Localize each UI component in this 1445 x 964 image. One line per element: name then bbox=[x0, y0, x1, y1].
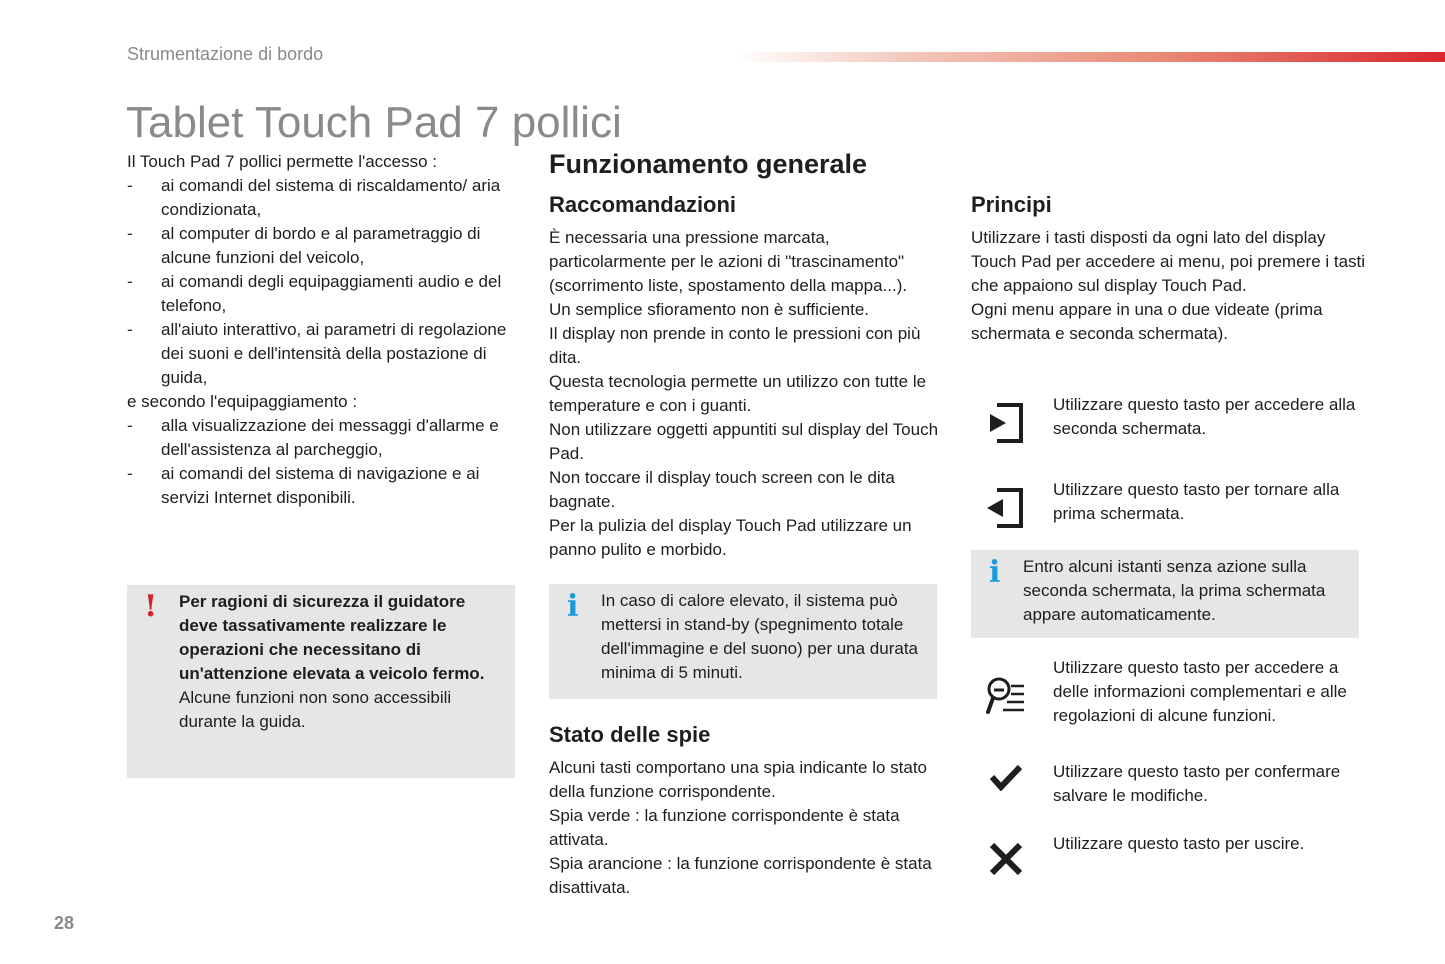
warning-text: Alcune funzioni non sono accessibili durante la guida. bbox=[179, 688, 452, 731]
header-accent-bar bbox=[735, 52, 1445, 62]
next-screen-description: Utilizzare questo tasto per accedere alla seconda schermata. bbox=[1053, 395, 1356, 438]
warning-box bbox=[127, 585, 515, 778]
intro-column bbox=[127, 150, 527, 510]
section-heading: Funzionamento generale bbox=[549, 149, 868, 179]
check-icon bbox=[989, 763, 1023, 791]
spie-text: Alcuni tasti comportano una spia indicante lo stato della funzione corrispondente. Spia verde : la funzione corrispondente è stata attivata. Spia arancione : la funzione corrispondente è stata disattivata. bbox=[549, 758, 932, 897]
recommendations-text: È necessaria una pressione marcata, particolarmente per le azioni di "trascinamento" (scorrimento liste, spostamento della mappa...). Un semplice sfioramento non è sufficiente. Il display non prende in conto le pressioni con più dita. Questa tecnologia permette un utilizzo con tutte le temperature e con i guanti. Non utilizzare oggetti appuntiti sul display del Touch Pad. Non toccare il display touch screen con le dita bagnate. Per la pulizia del display Touch Pad utilizzare un panno pulito e morbido. bbox=[549, 228, 939, 559]
info-box-heat bbox=[549, 584, 937, 699]
info-settings-description: Utilizzare questo tasto per accedere a delle informazioni complementari e alle regolazioni di alcune funzioni. bbox=[1053, 658, 1347, 725]
list-item: - al computer di bordo e al parametraggio di alcune funzioni del veicolo, bbox=[127, 224, 481, 267]
info-text: Entro alcuni istanti senza azione sulla seconda schermata, la prima schermata appare automaticamente. bbox=[1023, 557, 1326, 624]
list-item: - alla visualizzazione dei messaggi d'allarme e dell'assistenza al parcheggio, bbox=[127, 416, 499, 459]
list-item: - ai comandi degli equipaggiamenti audio e del telefono, bbox=[127, 272, 502, 315]
warning-bold-text: Per ragioni di sicurezza il guidatore deve tassativamente realizzare le operazioni che necessitano di un'attenzione elevata a veicolo fermo. bbox=[179, 592, 485, 683]
warning-icon: ! bbox=[144, 589, 158, 624]
check-description: Utilizzare questo tasto per confermare salvare le modifiche. bbox=[1053, 762, 1341, 805]
info-text: In caso di calore elevato, il sistema può mettersi in stand-by (spegnimento totale dell'immagine e del suono) per una durata minima di 5 minuti. bbox=[601, 591, 918, 682]
info-box-auto-return bbox=[971, 550, 1359, 638]
info-icon: i bbox=[989, 555, 1001, 590]
subheading-principi: Principi bbox=[971, 192, 1052, 217]
info-settings-icon bbox=[985, 674, 1027, 716]
subheading-raccomandazioni: Raccomandazioni bbox=[549, 192, 737, 217]
previous-screen-description: Utilizzare questo tasto per tornare alla prima schermata. bbox=[1053, 480, 1340, 523]
list-item: - ai comandi del sistema di navigazione e ai servizi Internet disponibili. bbox=[127, 464, 480, 507]
intro-text-2: e secondo l'equipaggiamento : bbox=[127, 392, 358, 411]
subheading-stato-spie: Stato delle spie bbox=[549, 722, 711, 747]
principles-text: Utilizzare i tasti disposti da ogni lato del display Touch Pad per accedere ai menu, poi premere i tasti che appaiono sul display Touch Pad. Ogni menu appare in una o due videate (prima schermata e seconda schermata). bbox=[971, 228, 1366, 343]
close-description: Utilizzare questo tasto per uscire. bbox=[1053, 834, 1305, 853]
info-icon: i bbox=[567, 589, 579, 624]
page-title: Tablet Touch Pad 7 pollici bbox=[126, 98, 622, 147]
running-header: Strumentazione di bordo bbox=[127, 44, 324, 64]
list-item: - all'aiuto interattivo, ai parametri di regolazione dei suoni e dell'intensità della postazione di guida, bbox=[127, 320, 507, 387]
intro-text: Il Touch Pad 7 pollici permette l'accesso : bbox=[127, 152, 438, 171]
close-icon bbox=[988, 841, 1024, 877]
next-screen-icon bbox=[985, 402, 1025, 444]
page-number: 28 bbox=[54, 913, 75, 933]
list-item: - ai comandi del sistema di riscaldamento/ aria condizionata, bbox=[127, 176, 501, 219]
previous-screen-icon bbox=[985, 487, 1025, 529]
